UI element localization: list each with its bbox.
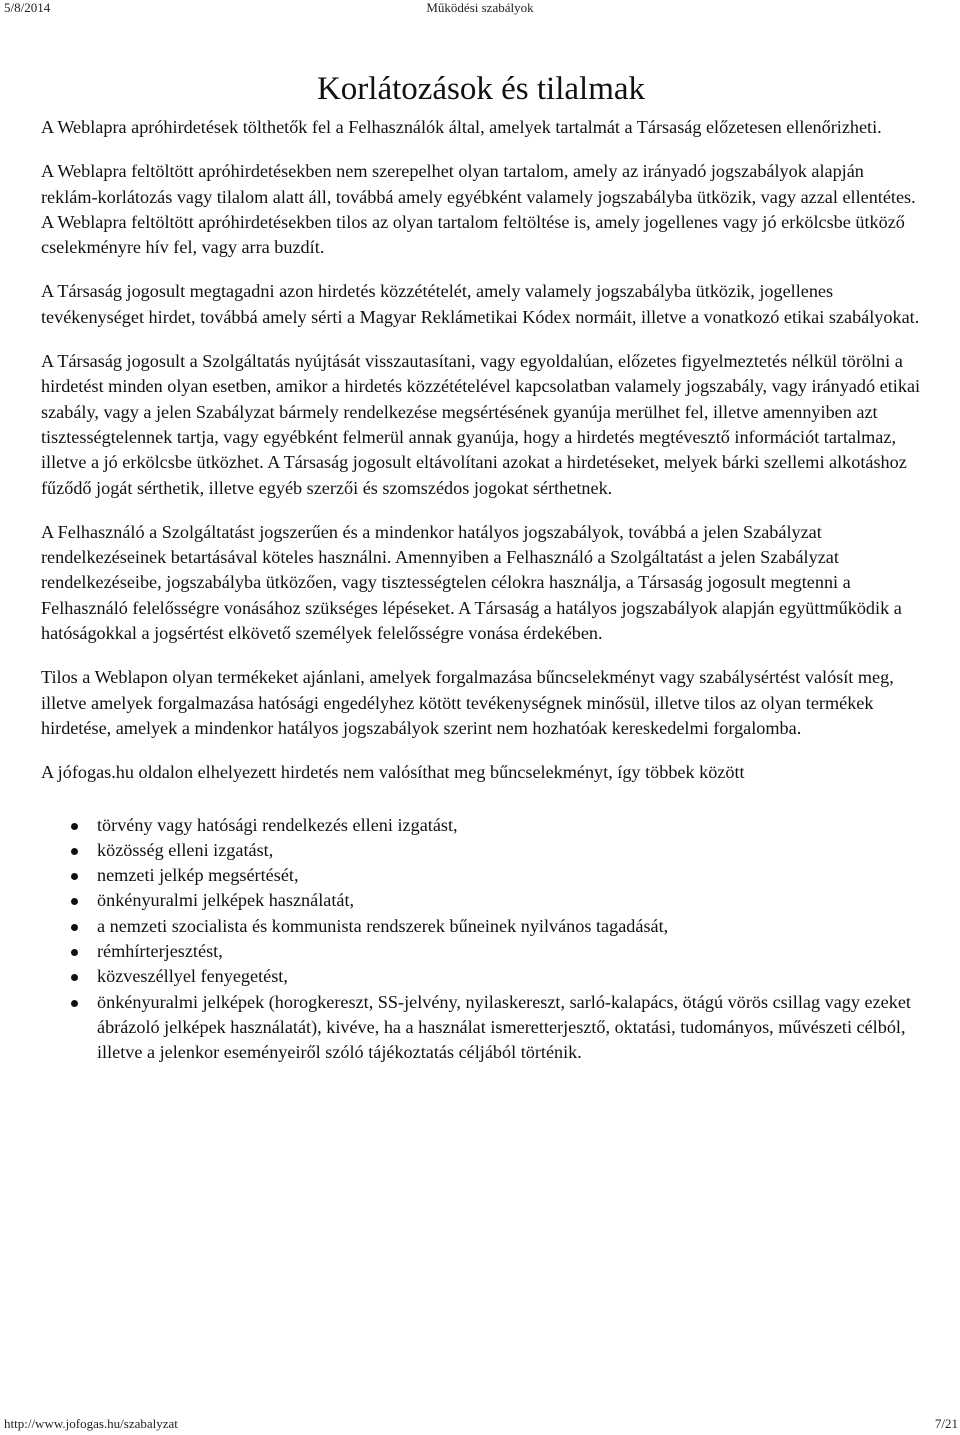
bullet-icon	[71, 823, 78, 830]
bullet-icon	[71, 898, 78, 905]
bullet-icon	[71, 1000, 78, 1007]
list-item-text: közösség elleni izgatást,	[97, 839, 274, 860]
list-item	[97, 813, 921, 838]
list-item-text: a nemzeti szocialista és kommunista rendszerek bűneinek nyilvános tagadását,	[97, 915, 669, 936]
bullet-icon	[71, 949, 78, 956]
bullet-icon	[71, 873, 78, 880]
print-header	[0, 0, 960, 16]
list-item	[97, 964, 921, 989]
print-date: 5/8/2014	[4, 0, 51, 15]
list-item	[97, 888, 921, 913]
paragraph-refuse-publication: A Társaság jogosult megtagadni azon hirdetés közzétételét, amely valamely jogszabályba ütközik, jogellenes tevékenységet hirdet, továbbá amely sérti a Magyar Reklámetikai Kódex normáit, illetve a vonatkozó etikai szabályokat.	[41, 281, 920, 327]
list-item-text: nemzeti jelkép megsértését,	[97, 865, 299, 886]
list-item-text: törvény vagy hatósági rendelkezés elleni izgatást,	[97, 814, 458, 835]
document-content	[41, 66, 921, 1066]
paragraph-list-intro: A jófogas.hu oldalon elhelyezett hirdetés nem valósíthat meg bűncselekményt, így többek között	[41, 762, 745, 783]
list-item	[97, 863, 921, 888]
paragraph-upload-review: A Weblapra apróhirdetések tölthetők fel a Felhasználók által, amelyek tartalmát a Társaság előzetesen ellenőrizheti.	[41, 117, 882, 137]
list-item-text: rémhírterjesztést,	[97, 941, 223, 962]
list-item-text: önkényuralmi jelképek (horogkereszt, SS-jelvény, nyilaskereszt, sarló-kalapács, ötágú vörös csillag vagy ezeket ábrázoló jelképek használatát), kivéve, ha a használat ismeretterjesztő, oktatási, tudományos, művészeti célból, illetve a jelenkor eseményeiről szóló tájékoztatás céljából történik.	[97, 991, 911, 1063]
list-item	[97, 838, 921, 863]
print-page-title: Működési szabályok	[426, 0, 534, 15]
list-item-text: közveszéllyel fenyegetést,	[97, 966, 288, 987]
list-item-text: önkényuralmi jelképek használatát,	[97, 890, 355, 911]
paragraph-forbidden-content: A Weblapra feltöltött apróhirdetésekben nem szerepelhet olyan tartalom, amely az irányadó jogszabályok alapján reklám-korlátozás vagy tilalom alatt áll, továbbá amely egyébként valamely jogszabályba ütközik, vagy azzal ellentétes. A Weblapra feltöltött apróhirdetésekben tilos az olyan tartalom feltöltése is, amely jogellenes vagy jó erkölcsbe ütköző cselekményre hív fel, vagy arra buzdít.	[41, 161, 916, 258]
bullet-icon	[71, 974, 78, 981]
footer-url[interactable]: http://www.jofogas.hu/szabalyzat	[4, 1416, 178, 1431]
list-item	[97, 914, 921, 939]
paragraph-service-refusal: A Társaság jogosult a Szolgáltatás nyújtását visszautasítani, vagy egyoldalúan, előzetes figyelmeztetés nélkül törölni a hirdetést minden olyan esetben, amikor a hirdetés közzétételével kapcsolatban valamely jogszabály, vagy irányadó etikai szabály, vagy a jelen Szabályzat bármely rendelkezése megsértésének gyanúja merülhet fel, illetve amennyiben azt tisztességtelennek tartja, vagy egyébként felmerül annak gyanúja, hogy a hirdetés megtévesztő információt tartalmaz, illetve a jó erkölcsbe ütközhet. A Társaság jogosult eltávolítani azokat a hirdetéseket, melyek bárki szellemi alkotáshoz fűződő jogát sérthetik, illetve egyéb szerzői és szomszédos jogokat sérthetnek.	[41, 351, 921, 498]
footer-page-number: 7/21	[934, 1416, 958, 1431]
print-footer	[0, 1416, 960, 1432]
bullet-icon	[71, 924, 78, 931]
section-heading: Korlátozások és tilalmak	[316, 71, 646, 107]
bullet-icon	[71, 848, 78, 855]
paragraph-user-obligations: A Felhasználó a Szolgáltatást jogszerűen és a mindenkor hatályos jogszabályok, továbbá a jelen Szabályzat rendelkezéseinek betartásával köteles használni. Amennyiben a Felhasználó a Szolgáltatást a jelen Szabályzat rendelkezéseibe, jogszabályba ütközően, vagy tisztességtelen célokra használja, a Társaság jogosult megtenni a Felhasználó felelősségre vonásához szükséges lépéseket. A Társaság a hatályos jogszabályok alapján együttműködik a hatóságokkal a jogsértést elkövető személyek felelősségre vonása érdekében.	[41, 521, 902, 644]
paragraph-prohibited-products: Tilos a Weblapon olyan termékeket ajánlani, amelyek forgalmazása bűncselekményt vagy szabálysértést valósít meg, illetve amelyek forgalmazása hatósági engedélyhez kötött tevékenységnek minősül, illetve tilos az olyan termékek hirdetése, amelyek a mindenkor hatályos jogszabályok szerint nem hozhatóak kereskedelmi forgalomba.	[41, 667, 894, 738]
list-item	[97, 990, 921, 1066]
prohibited-acts-list	[41, 813, 921, 1066]
list-item	[97, 939, 921, 964]
